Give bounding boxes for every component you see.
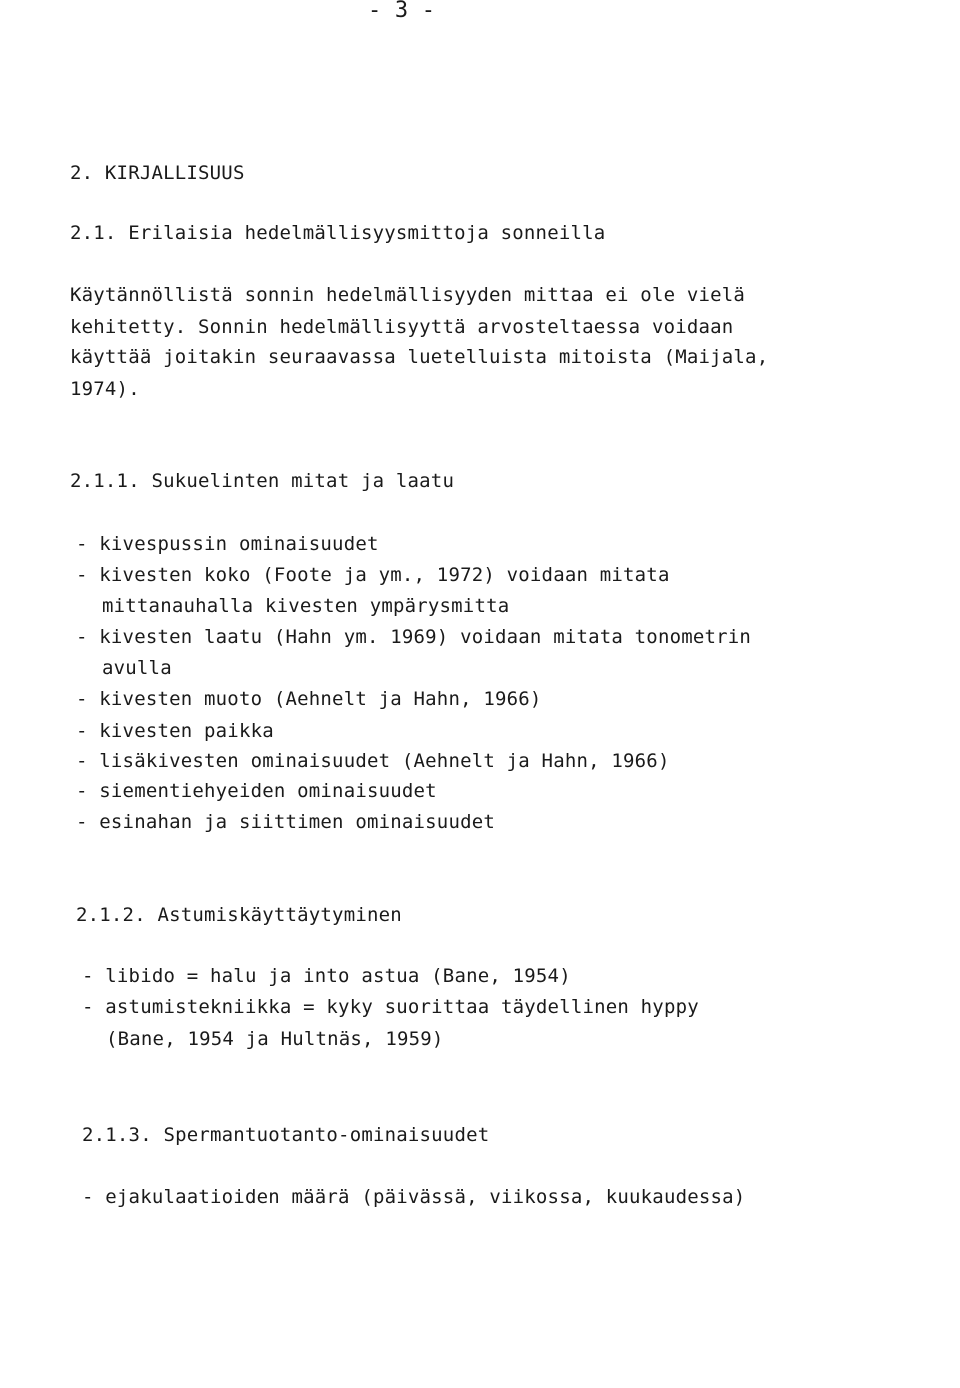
- page-number: - 3 -: [368, 0, 436, 23]
- subsubsection-heading: 2.1.1. Sukuelinten mitat ja laatu: [70, 470, 455, 492]
- list-item: - ejakulaatioiden määrä (päivässä, viikossa, kuukaudessa): [82, 1186, 746, 1208]
- list-item: - kivesten muoto (Aehnelt ja Hahn, 1966): [76, 688, 542, 710]
- section-heading: 2. KIRJALLISUUS: [70, 162, 245, 184]
- list-item-continuation: avulla: [102, 657, 172, 679]
- list-item: - siementiehyeiden ominaisuudet: [76, 780, 437, 802]
- list-item: - kivesten paikka: [76, 720, 274, 742]
- subsubsection-heading: 2.1.2. Astumiskäyttäytyminen: [76, 904, 402, 926]
- intro-line: 1974).: [70, 378, 140, 400]
- list-item-continuation: (Bane, 1954 ja Hultnäs, 1959): [106, 1028, 444, 1050]
- intro-line: Käytännöllistä sonnin hedelmällisyyden mittaa ei ole vielä: [70, 284, 746, 306]
- list-item-continuation: mittanauhalla kivesten ympärysmitta: [102, 595, 510, 617]
- list-item: - libido = halu ja into astua (Bane, 1954): [82, 965, 571, 987]
- subsubsection-heading: 2.1.3. Spermantuotanto-ominaisuudet: [82, 1124, 490, 1146]
- intro-line: käyttää joitakin seuraavassa luetelluista mitoista (Maijala,: [70, 346, 769, 368]
- list-item: - kivespussin ominaisuudet: [76, 533, 379, 555]
- subsection-heading: 2.1. Erilaisia hedelmällisyysmittoja sonneilla: [70, 222, 606, 244]
- list-item: - kivesten koko (Foote ja ym., 1972) voidaan mitata: [76, 564, 670, 586]
- list-item: - lisäkivesten ominaisuudet (Aehnelt ja Hahn, 1966): [76, 750, 670, 772]
- list-item: - esinahan ja siittimen ominaisuudet: [76, 811, 496, 833]
- intro-line: kehitetty. Sonnin hedelmällisyyttä arvosteltaessa voidaan: [70, 316, 734, 338]
- list-item: - astumistekniikka = kyky suorittaa täydellinen hyppy: [82, 996, 699, 1018]
- list-item: - kivesten laatu (Hahn ym. 1969) voidaan mitata tonometrin: [76, 626, 752, 648]
